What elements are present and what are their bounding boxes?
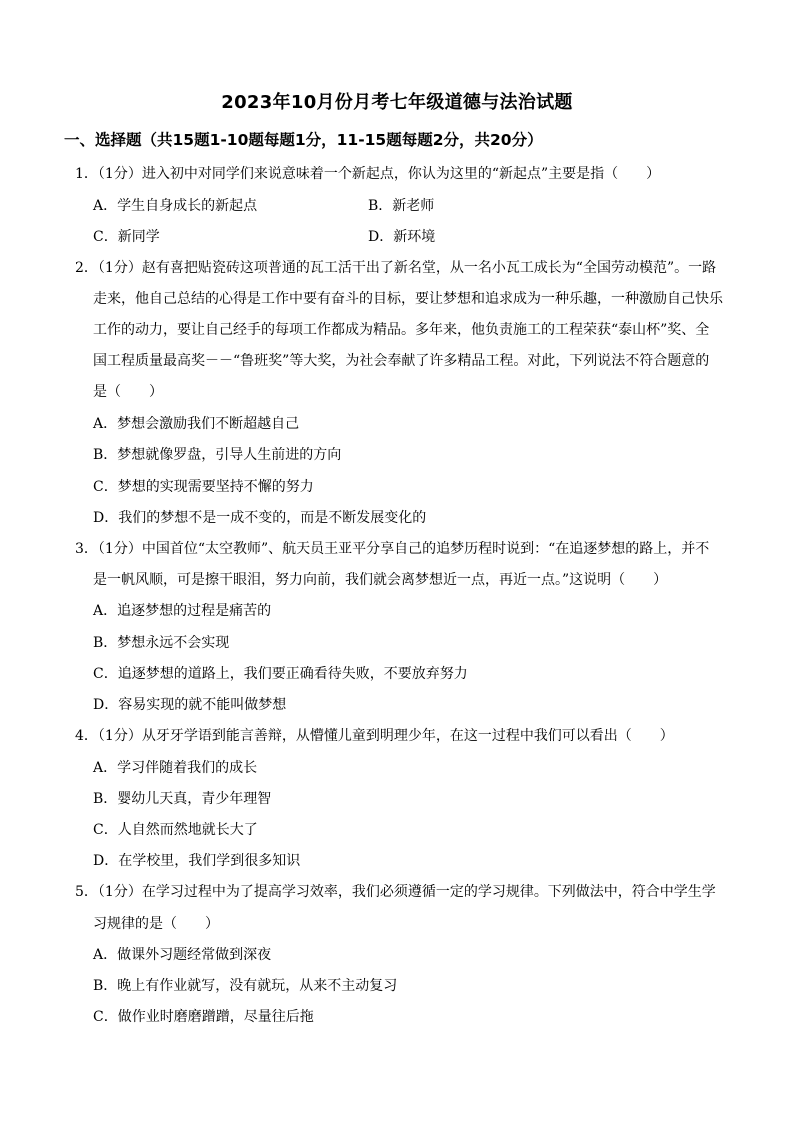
question-2-stem-line: 2．（1分）赵有喜把贴瓷砖这项普通的瓦工活干出了新名堂，从一名小瓦工成长为“全国劳动模范”。一路 bbox=[75, 260, 717, 276]
question-1-option-b: B．新老师 bbox=[368, 198, 435, 214]
question-2-stem-line: 是（ ） bbox=[93, 384, 163, 400]
question-5-option-c: C．做作业时磨磨蹭蹭，尽量往后拖 bbox=[93, 1009, 314, 1025]
question-2-stem-line: 走来，他自己总结的心得是工作中要有奋斗的目标，要让梦想和追求成为一种乐趣，一种激励自己快乐 bbox=[93, 291, 723, 307]
question-4-option-b: B．婴幼儿天真，青少年理智 bbox=[93, 791, 272, 807]
question-2-option-a: A．梦想会激励我们不断超越自己 bbox=[93, 416, 300, 432]
question-5-option-b: B．晚上有作业就写，没有就玩，从来不主动复习 bbox=[93, 978, 398, 994]
question-3-option-c: C．追逐梦想的道路上，我们要正确看待失败，不要放弃努力 bbox=[93, 666, 468, 682]
question-5-stem-line: 习规律的是（ ） bbox=[93, 916, 219, 932]
question-1-option-a: A．学生自身成长的新起点 bbox=[93, 198, 258, 214]
question-2-option-d: D．我们的梦想不是一成不变的，而是不断发展变化的 bbox=[93, 510, 427, 526]
question-3-option-b: B．梦想永远不会实现 bbox=[93, 635, 230, 651]
question-4-option-d: D．在学校里，我们学到很多知识 bbox=[93, 853, 301, 869]
question-3-stem-line: 3．（1分）中国首位“太空教师”、航天员王亚平分享自己的追梦历程时说到：“在追逐梦想的路上，并不 bbox=[75, 541, 710, 557]
question-4-option-a: A．学习伴随着我们的成长 bbox=[93, 760, 258, 776]
question-3-stem-line: 是一帆风顺，可是擦干眼泪，努力向前，我们就会离梦想近一点，再近一点。”这说明（ ） bbox=[93, 572, 668, 588]
section-heading: 一、选择题（共15题1-10题每题1分，11-15题每题2分，共20分） bbox=[64, 131, 543, 149]
question-2-stem-line: 工作的动力，要让自己经手的每项工作都成为精品。多年来，他负责施工的工程荣获“泰山杯”奖、全 bbox=[93, 322, 710, 338]
question-5-option-a: A．做课外习题经常做到深夜 bbox=[93, 947, 272, 963]
question-1-stem: 1．（1分）进入初中对同学们来说意味着一个新起点，你认为这里的“新起点”主要是指（ ） bbox=[75, 166, 661, 182]
question-3-option-a: A．追逐梦想的过程是痛苦的 bbox=[93, 603, 272, 619]
question-2-option-c: C．梦想的实现需要坚持不懈的努力 bbox=[93, 479, 314, 495]
question-4-option-c: C．人自然而然地就长大了 bbox=[93, 822, 258, 838]
question-1-option-c: C．新同学 bbox=[93, 229, 160, 245]
question-2-stem-line: 国工程质量最高奖－－“鲁班奖”等大奖，为社会奉献了许多精品工程。对此，下列说法不符合题意的 bbox=[93, 353, 710, 369]
page-title: 2023年10月份月考七年级道德与法治试题 bbox=[221, 92, 573, 113]
question-4-stem: 4．（1分）从牙牙学语到能言善辩，从懵懂儿童到明理少年，在这一过程中我们可以看出（ ） bbox=[75, 728, 674, 744]
question-2-option-b: B．梦想就像罗盘，引导人生前进的方向 bbox=[93, 447, 342, 463]
question-3-option-d: D．容易实现的就不能叫做梦想 bbox=[93, 697, 287, 713]
question-5-stem-line: 5．（1分）在学习过程中为了提高学习效率，我们必须遵循一定的学习规律。下列做法中，符合中学生学 bbox=[75, 884, 716, 900]
question-1-option-d: D．新环境 bbox=[368, 229, 436, 245]
